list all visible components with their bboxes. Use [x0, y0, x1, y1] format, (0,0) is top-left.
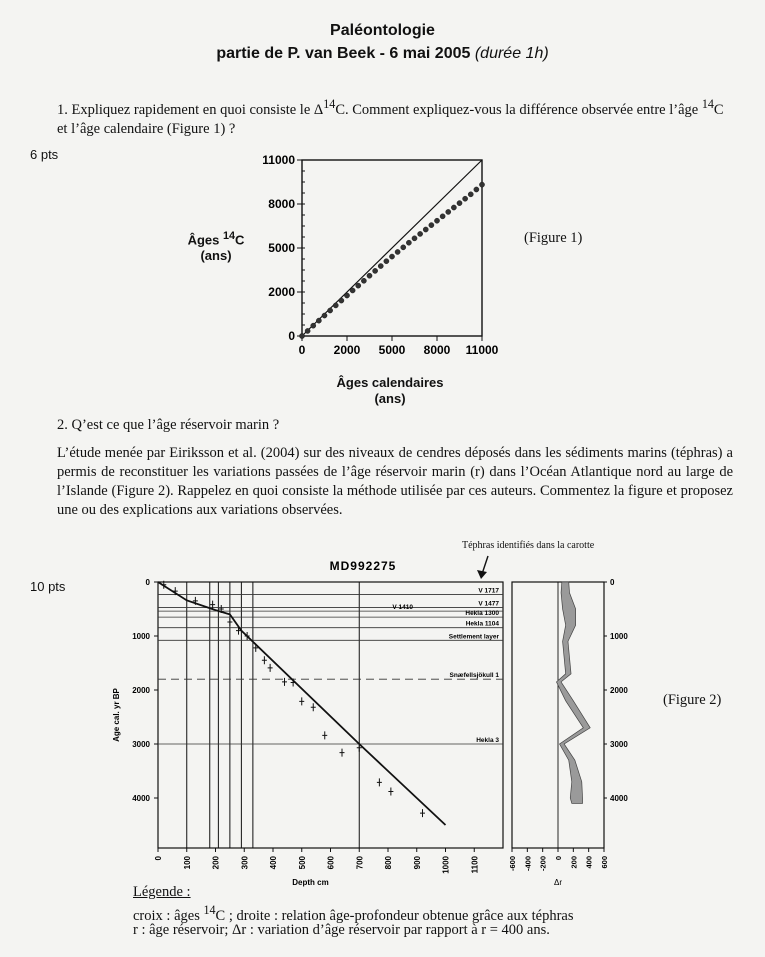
figure2-tephra-label: V 1477	[478, 600, 499, 608]
figure1-data-point	[333, 303, 338, 308]
figure2-radiocarbon-cross	[377, 778, 382, 786]
figure1-data-point	[451, 205, 456, 210]
figure1-data-point	[440, 214, 445, 219]
figure2-tephra-label: V 1717	[478, 587, 499, 595]
figure1-data-point	[344, 293, 349, 298]
figure1-xtick-label: 5000	[378, 343, 406, 357]
figure2-radiocarbon-cross	[262, 656, 267, 664]
tephra-caption: Téphras identifiés dans la carotte	[462, 540, 595, 551]
figure1-data-point	[328, 308, 333, 313]
legend-line-2: r : âge réservoir; Δr : variation d’âge réservoir par rapport à r = 400 ans.	[133, 922, 550, 938]
figure2-core-title: MD992275	[329, 559, 397, 573]
figure2-radiocarbon-cross	[322, 731, 327, 739]
figure1-data-point	[463, 196, 468, 201]
figure2-delta-r-xtick-label: -200	[538, 856, 548, 872]
figure1-data-point	[457, 201, 462, 206]
figure2-ytick-label: 3000	[132, 740, 150, 749]
figure1-ylabel: Âges $^{14}$C (ans)	[187, 230, 245, 264]
figure2-xtick-label: 900	[412, 856, 422, 870]
figure2-radiocarbon-cross	[340, 749, 345, 757]
figure2-xtick-label: 800	[384, 856, 393, 870]
figure1-data-point	[401, 245, 406, 250]
figure2-delta-r-xtick-label: 0	[554, 856, 563, 861]
figure2-tephra-label: V 1410	[392, 604, 413, 612]
legend-title: Légende :	[133, 884, 191, 900]
figure1-ytick-label: 5000	[268, 241, 295, 255]
figure1-data-point	[389, 254, 394, 259]
figure1-data-point	[350, 288, 355, 293]
figure1-xtick-label: 2000	[333, 343, 361, 357]
figure2-xtick-label: 0	[154, 856, 163, 861]
figure2-tephra-label: Hekla 3	[476, 737, 499, 744]
figure1-data-point	[412, 236, 417, 241]
figure1-xlabel: Âges calendaires (ans)	[336, 375, 444, 406]
figure2-xtick-label: 1000	[441, 856, 451, 874]
figure2-ytick-label: 2000	[132, 686, 150, 695]
figure2-radiocarbon-cross	[227, 618, 232, 626]
figure2-xtick-label: 700	[355, 856, 365, 870]
subtitle-duration: (durée 1h)	[474, 45, 549, 62]
figure1-chart	[262, 148, 502, 368]
q1-part-a: 1. Expliquez rapidement en quoi consiste le Δ	[57, 101, 324, 118]
q1-part-c: C et l’âge calendaire (Figure 1) ?	[57, 101, 724, 137]
q1-sup-1: 14	[323, 97, 336, 111]
figure2-delta-r-ytick-label: 3000	[610, 740, 628, 749]
figure2-delta-r-band	[556, 582, 590, 803]
figure1-ytick-label: 0	[288, 329, 295, 343]
figure2-ytick-label: 0	[145, 578, 150, 587]
figure1-data-point	[468, 192, 473, 197]
figure2-delta-r-ytick-label: 0	[610, 578, 615, 587]
page-subtitle	[0, 45, 765, 63]
figure1-xtick-label: 8000	[423, 343, 451, 357]
q1-part-b: C. Comment expliquez-vous la différence observée entre l’âge	[335, 101, 702, 118]
figure2-delta-r-xtick-label: 600	[600, 856, 609, 869]
points-q2: 10 pts	[30, 579, 66, 594]
figure2-label: (Figure 2)	[663, 692, 722, 708]
figure2-tephra-label: Hekla 1104	[465, 620, 499, 628]
figure1-data-point	[311, 323, 316, 328]
figure2-delta-r-xlabel: Δr	[553, 878, 563, 887]
question-1	[57, 95, 733, 139]
figure1-data-point	[474, 187, 479, 192]
figure2-radiocarbon-cross	[268, 664, 273, 672]
figure2-delta-r-xtick-label: -600	[508, 856, 517, 872]
figure1-data-point	[316, 318, 321, 323]
figure2-radiocarbon-cross	[299, 697, 304, 705]
figure2-delta-r-ytick-label: 2000	[610, 686, 628, 695]
figure1-data-point	[429, 223, 434, 228]
figure1-data-point	[305, 328, 310, 333]
figure1-data-point	[434, 218, 439, 223]
figure2-ylabel: Age cal. yr BP	[112, 688, 121, 742]
figure2-delta-r-ytick-label: 1000	[610, 632, 628, 641]
points-q1: 6 pts	[30, 147, 59, 162]
figure1-data-point	[361, 278, 366, 283]
figure1-data-point	[373, 268, 378, 273]
figure1-xtick-label: 11000	[465, 343, 499, 357]
figure2-xtick-label: 400	[269, 856, 278, 870]
figure1-data-point	[299, 333, 304, 338]
figure1-data-point	[384, 259, 389, 264]
figure2-xtick-label: 100	[182, 856, 192, 870]
figure1-data-point	[479, 182, 484, 187]
legend-line-1: croix : âges $^{14}$C ; droite : relation âge-profondeur obtenue grâce aux téphras	[133, 903, 574, 924]
figure1-data-point	[378, 263, 383, 268]
figure2-tephra-label: Snæfellsjökull 1	[449, 672, 499, 680]
figure1-data-point	[322, 313, 327, 318]
figure1-ytick-label: 8000	[268, 197, 295, 211]
figure1-label: (Figure 1)	[524, 230, 583, 246]
figure1-data-point	[367, 273, 372, 278]
figure2-xlabel: Depth cm	[292, 878, 329, 887]
figure1-xtick-label: 0	[298, 343, 306, 357]
figure2-xtick-label: 200	[211, 856, 221, 870]
figure1-data-point	[339, 298, 344, 303]
figure2-tephra-label: Settlement layer	[448, 633, 499, 641]
figure2-ytick-label: 1000	[132, 632, 150, 641]
figure2-radiocarbon-cross	[311, 703, 316, 711]
figure2-radiocarbon-cross	[420, 809, 425, 817]
figure2-delta-r-xtick-label: 400	[584, 856, 594, 869]
figure2-ytick-label: 4000	[132, 794, 150, 803]
figure2-tephra-arrow-head	[477, 570, 487, 579]
figure1-ytick-label: 2000	[268, 285, 295, 299]
question-2-paragraph: L’étude menée par Eiriksson et al. (2004) sur des niveaux de cendres déposés dans les sédiments marins (téphras) a permis de reconstituer les variations passées de l’âge réservoir marin (r) dans l’Océan Atlantique nord au large de l’Islande (Figure 2). Rappelez en quoi consiste la méthode utilisée par ces auteurs. Commentez la figure et proposez une ou des explications aux variations observées.	[57, 445, 733, 518]
figure2-xtick-label: 1100	[470, 856, 480, 874]
figure2-radiocarbon-cross	[388, 788, 393, 796]
figure2-delta-r-ytick-label: 4000	[610, 794, 628, 803]
question-2-title: 2. Q’est ce que l’âge réservoir marin ?	[57, 417, 280, 433]
figure2-delta-r-xtick-label: -400	[523, 856, 533, 872]
figure1-data-point	[395, 249, 400, 254]
page-title: Paléontologie	[330, 22, 435, 39]
figure2-xtick-label: 500	[297, 856, 307, 870]
figure2-xtick-label: 300	[240, 856, 250, 870]
figure1-data-point	[356, 283, 361, 288]
figure2-chart	[110, 552, 628, 887]
figure2-xtick-label: 600	[326, 856, 336, 870]
q1-sup-2: 14	[701, 97, 714, 111]
subtitle-main: partie de P. van Beek - 6 mai 2005	[216, 45, 471, 62]
figure1-data-point	[446, 209, 451, 214]
figure1-data-point	[406, 240, 411, 245]
figure1-ytick-label: 11000	[262, 153, 295, 167]
figure2-delta-r-xtick-label: 200	[569, 856, 579, 869]
figure2-tephra-label: Hekla 1300	[465, 610, 499, 618]
figure1-data-point	[423, 227, 428, 232]
figure1-data-point	[418, 231, 423, 236]
